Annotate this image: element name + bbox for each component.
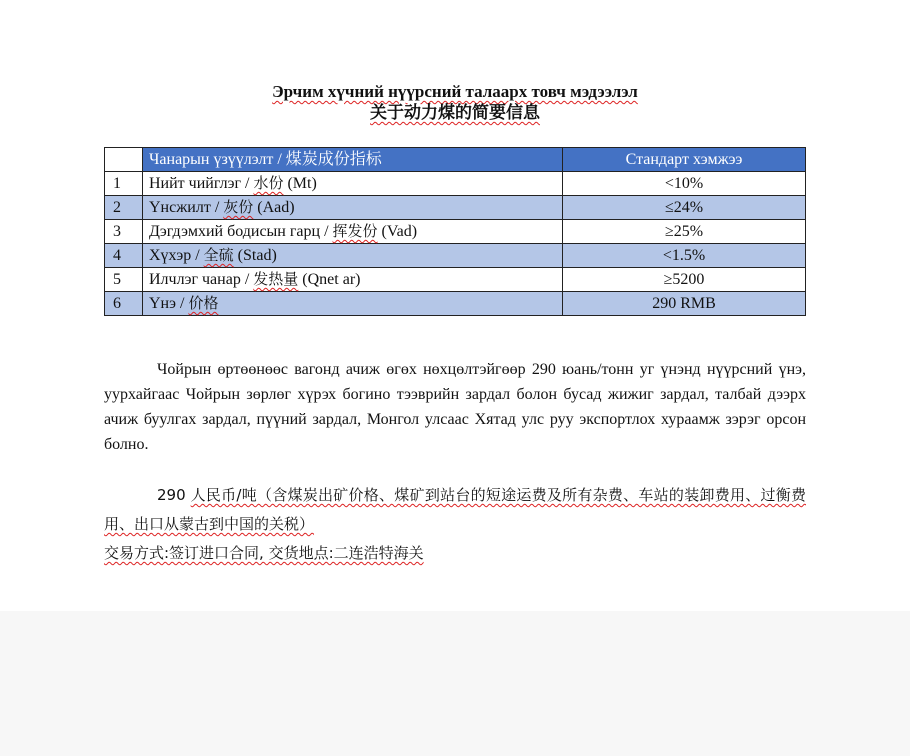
header-indicator [143,148,563,172]
table-row [105,196,806,220]
header-index [105,148,143,172]
row-indicator [143,292,563,316]
indicator-mn: Илчлэг чанар / [149,271,254,288]
indicator-cn: 水份 [253,174,284,192]
indicator-code: (Vad) [377,223,418,240]
row-index: 2 [105,196,143,220]
row-value: ≥5200 [563,268,806,292]
row-indicator [143,244,563,268]
indicator-code: (Qnet ar) [298,271,361,288]
indicator-code: (Aad) [253,199,295,216]
row-value: ≤24% [563,196,806,220]
row-value: ≥25% [563,220,806,244]
header-indicator-label: Чанарын үзүүлэлт / 煤炭成份指标 [149,150,382,168]
price-prefix: 290 [157,486,191,504]
table-row [105,292,806,316]
indicator-mn: Үнэ / [149,295,189,312]
table-row [105,220,806,244]
row-indicator [143,220,563,244]
row-index: 3 [105,220,143,244]
title-mongolian: Эрчим хүчний нүүрсний талаарх товч мэдээлэл [272,82,638,101]
coal-spec-table [104,147,806,316]
paragraph-chinese-trade [104,539,806,568]
indicator-mn: Үнсжилт / [149,199,224,216]
row-value: 290 RMB [563,292,806,316]
row-index: 1 [105,172,143,196]
row-index: 4 [105,244,143,268]
outer-background [0,611,910,756]
title-chinese: 关于动力煤的简要信息 [370,103,540,123]
paragraph-mongolian: Чойрын өртөөнөөс вагонд ачиж өгөх нөхцөлтэйгөөр 290 юань/тонн уг үнэнд нүүрсний үнэ, уурхайгаас Чойрын зөрлөг хүрэх богино тээврийн зардал болон бусад жижиг зардал, талбай дээрх ачиж буулгах зардал, пүүний зардал, Монгол улсаас Хятад улс руу экспортлох хураамж зэрэг орсон болно. [104,361,806,453]
indicator-cn: 价格 [188,294,219,312]
indicator-code: (Mt) [283,175,317,192]
trade-terms: 交易方式:签订进口合同, 交货地点:二连浩特海关 [104,544,424,562]
row-index: 5 [105,268,143,292]
paragraph-chinese-price [104,481,806,539]
table-row [105,268,806,292]
indicator-mn: Дэгдэмхий бодисын гарц / [149,223,333,240]
price-details: 人民币/吨（含煤炭出矿价格、煤矿到站台的短途运费及所有杂费、车站的装卸费用、过衡费用、出口从蒙古到中国的关税） [104,486,806,533]
indicator-cn: 灰份 [223,198,254,216]
indicator-cn: 挥发份 [332,222,378,240]
indicator-cn: 发热量 [253,270,299,288]
indicator-mn: Хүхэр / [149,247,204,264]
row-index: 6 [105,292,143,316]
row-value: <10% [563,172,806,196]
row-indicator [143,196,563,220]
row-value: <1.5% [563,244,806,268]
indicator-code: (Stad) [233,247,277,264]
row-indicator [143,172,563,196]
indicator-mn: Нийт чийглэг / [149,175,254,192]
title-block [0,82,910,124]
indicator-cn: 全硫 [203,246,234,264]
table-row [105,244,806,268]
header-standard: Стандарт хэмжээ [563,148,806,172]
table-row [105,172,806,196]
row-indicator [143,268,563,292]
table-header-row [105,148,806,172]
